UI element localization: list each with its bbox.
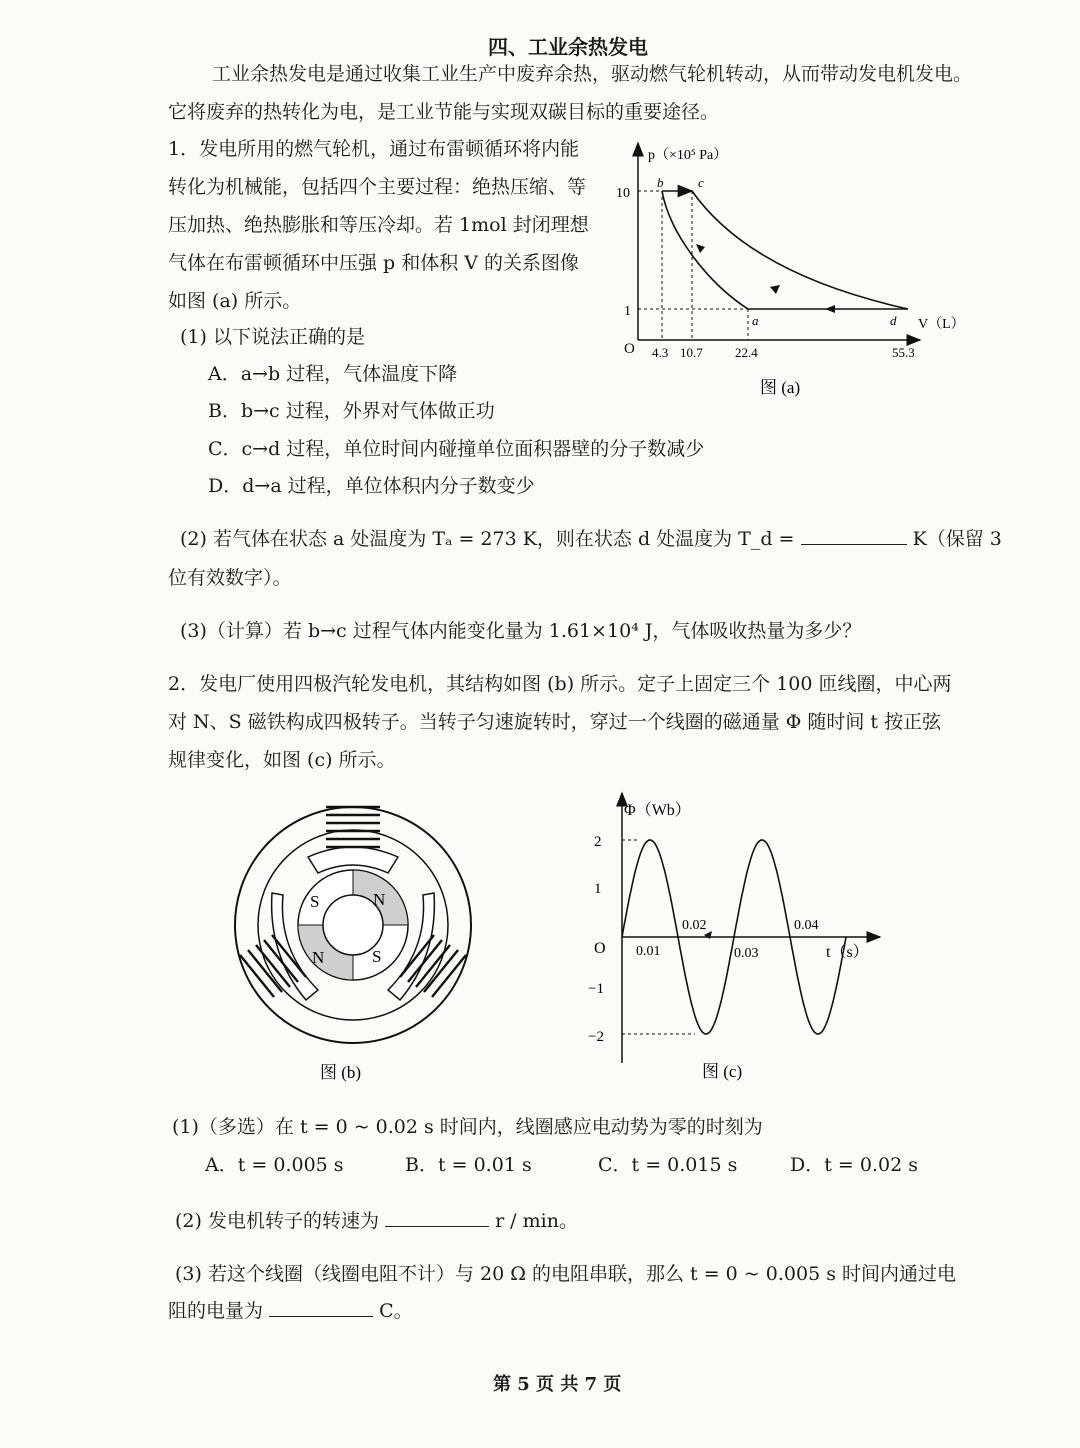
fig-a-ytick-10: 10 — [616, 186, 630, 201]
q1-sub2 — [180, 520, 1002, 558]
q1-stem-3: 压加热、绝热膨胀和等压冷却。若 1mol 封闭理想 — [168, 214, 589, 236]
arrow-da — [825, 305, 835, 313]
answer-blank-speed[interactable] — [385, 1208, 489, 1227]
fig-c-xtick-0.03: 0.03 — [734, 946, 759, 961]
q2-sub3-line1: (3) 若这个线圈（线圈电阻不计）与 20 Ω 的电阻串联，那么 t = 0 ~ 0.005 s 时间内通过电 — [175, 1263, 956, 1285]
fig-a-xtick-22.4: 22.4 — [735, 345, 758, 360]
q1-option-c[interactable]: C．c→d 过程，单位时间内碰撞单位面积器壁的分子数减少 — [208, 438, 705, 460]
q2-sub3-unit: C。 — [379, 1300, 413, 1322]
fig-c-ytick-neg1: −1 — [588, 981, 604, 997]
answer-blank-charge[interactable] — [269, 1298, 373, 1317]
pole-label-2: N — [373, 890, 386, 909]
q1-sub2-cont: 位有效数字）。 — [168, 567, 292, 589]
pole-label-4: S — [372, 947, 382, 966]
figure-b-generator — [228, 795, 478, 1095]
q2-sub2-text: (2) 发电机转子的转速为 — [175, 1210, 379, 1232]
figure-a-pv-diagram — [600, 135, 980, 405]
q1-stem-5: 如图 (a) 所示。 — [168, 290, 302, 312]
section-title: 四、工业余热发电 — [488, 35, 648, 59]
q2-option-d[interactable]: D．t = 0.02 s — [790, 1154, 918, 1176]
fig-c-ytick-2: 2 — [594, 834, 602, 850]
fig-c-origin: O — [594, 940, 606, 957]
q1-stem-1: 1．发电所用的燃气轮机，通过布雷顿循环将内能 — [168, 138, 580, 160]
q2-sub2 — [175, 1202, 578, 1240]
fig-b-caption: 图 (b) — [320, 1063, 362, 1082]
fig-c-xtick-0.02: 0.02 — [682, 918, 707, 933]
q2-sub2-unit: r / min。 — [495, 1210, 578, 1232]
intro-line-2: 它将废弃的热转化为电，是工业节能与实现双碳目标的重要途径。 — [168, 101, 720, 123]
fig-a-xtick-55.3: 55.3 — [892, 345, 915, 360]
figure-c-flux-time — [580, 785, 890, 1095]
point-a: a — [752, 313, 759, 328]
arrow-ab — [696, 244, 705, 253]
pole-label-3: N — [312, 948, 325, 967]
fig-a-origin: O — [624, 341, 635, 357]
q1-stem-2: 转化为机械能，包括四个主要过程：绝热压缩、等 — [168, 176, 587, 198]
q2-sub3-text: 阻的电量为 — [168, 1300, 264, 1322]
fig-c-ylabel: Φ（Wb） — [624, 802, 691, 819]
point-d: d — [890, 313, 897, 328]
q2-option-b[interactable]: B．t = 0.01 s — [405, 1154, 532, 1176]
fig-a-ylabel: p（×10⁵ Pa） — [648, 148, 728, 163]
q2-stem-1: 2．发电厂使用四极汽轮发电机，其结构如图 (b) 所示。定子上固定三个 100 匝线圈，中心两 — [168, 673, 952, 695]
fig-c-caption: 图 (c) — [702, 1062, 743, 1081]
fig-a-xlabel: V（L） — [918, 317, 965, 332]
pole-label-1: S — [310, 892, 320, 911]
fig-a-xtick-4.3: 4.3 — [652, 345, 669, 360]
answer-blank-td[interactable] — [801, 526, 907, 545]
point-b: b — [657, 175, 664, 190]
fig-c-xtick-0.04: 0.04 — [794, 918, 819, 933]
fig-c-ytick-neg2: −2 — [588, 1029, 604, 1045]
fig-a-caption: 图 (a) — [760, 378, 801, 397]
arrow-cd — [770, 285, 780, 294]
q1-sub2-suffix: K（保留 3 — [912, 528, 1002, 550]
q1-sub2-text: (2) 若气体在状态 a 处温度为 Tₐ = 273 K，则在状态 d 处温度为 T_d = — [180, 528, 795, 550]
fig-c-xlabel: t（s） — [826, 944, 869, 961]
q1-sub3: (3)（计算）若 b→c 过程气体内能变化量为 1.61×10⁴ J，气体吸收热量为多少？ — [180, 620, 862, 642]
coil-top — [326, 807, 380, 847]
q2-stem-2: 对 N、S 磁铁构成四极转子。当转子匀速旋转时，穿过一个线圈的磁通量 Φ 随时间 t 按正弦 — [168, 711, 942, 733]
q1-option-d[interactable]: D．d→a 过程，单位体积内分子数变少 — [208, 475, 535, 497]
q1-option-b[interactable]: B．b→c 过程，外界对气体做正功 — [208, 400, 495, 422]
stator-pole-top — [308, 847, 398, 873]
q2-option-a[interactable]: A．t = 0.005 s — [205, 1154, 344, 1176]
q1-sub1: (1) 以下说法正确的是 — [180, 326, 365, 348]
q1-option-a[interactable]: A．a→b 过程，气体温度下降 — [208, 363, 458, 385]
fig-a-ytick-1: 1 — [624, 304, 631, 319]
intro-line-1: 工业余热发电是通过收集工业生产中废弃余热，驱动燃气轮机转动，从而带动发电机发电。 — [212, 63, 973, 85]
page-footer: 第 5 页 共 7 页 — [493, 1374, 622, 1395]
q2-sub3-line2 — [168, 1292, 413, 1330]
fig-c-xtick-0.01: 0.01 — [636, 944, 661, 959]
point-c: c — [698, 175, 704, 190]
q2-sub1: (1)（多选）在 t = 0 ~ 0.02 s 时间内，线圈感应电动势为零的时刻为 — [172, 1116, 763, 1138]
fig-c-ytick-1: 1 — [594, 881, 602, 897]
q2-option-c[interactable]: C．t = 0.015 s — [598, 1154, 738, 1176]
q2-stem-3: 规律变化，如图 (c) 所示。 — [168, 749, 396, 771]
q1-stem-4: 气体在布雷顿循环中压强 p 和体积 V 的关系图像 — [168, 252, 580, 274]
fig-a-xtick-10.7: 10.7 — [680, 345, 703, 360]
